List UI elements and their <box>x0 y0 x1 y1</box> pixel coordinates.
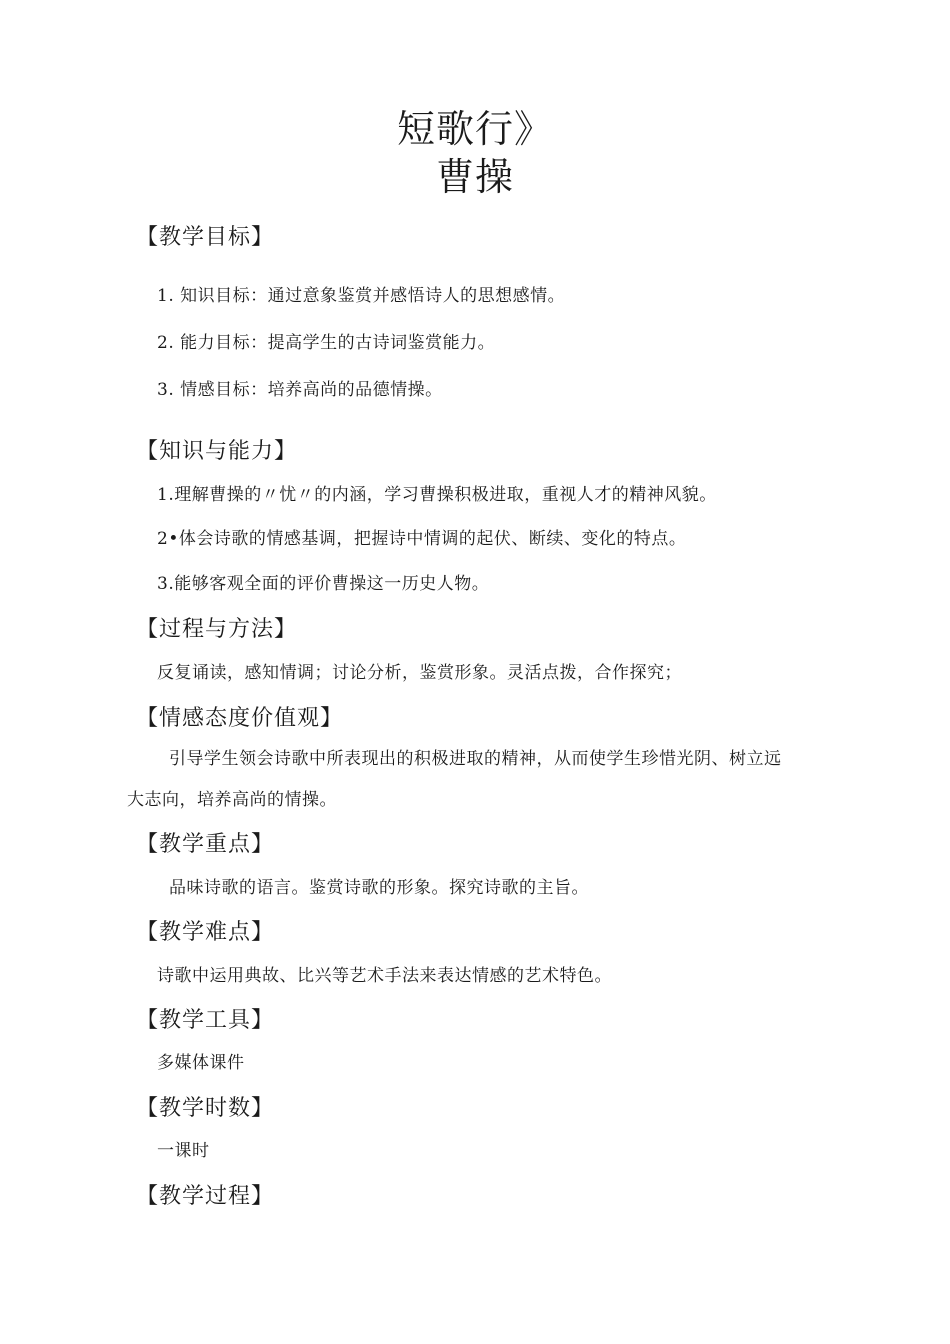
hours-text: 一课时 <box>157 1141 210 1161</box>
document-author: 曹操 <box>435 155 514 199</box>
goals-item-3: 3. 情感目标：培养高尚的品德情操。 <box>157 380 443 400</box>
goals-item-1: 1. 知识目标：通过意象鉴赏并感悟诗人的思想感情。 <box>157 286 566 306</box>
knowledge-item-2: 2•体会诗歌的情感基调，把握诗中情调的起伏、断续、变化的特点。 <box>157 529 687 549</box>
difficulty-heading: 【教学难点】 <box>136 920 275 945</box>
values-heading: 【情感态度价值观】 <box>136 706 344 731</box>
process-text: 反复诵读，感知情调；讨论分析，鉴赏形象。灵活点拨，合作探究； <box>157 663 682 683</box>
process-heading: 【过程与方法】 <box>136 617 298 642</box>
goals-heading: 【教学目标】 <box>136 225 275 250</box>
goals-item-2: 2. 能力目标：提高学生的古诗词鉴赏能力。 <box>157 333 496 353</box>
keypoint-text: 品味诗歌的语言。鉴赏诗歌的形象。探究诗歌的主旨。 <box>169 878 589 898</box>
keypoint-heading: 【教学重点】 <box>136 832 275 857</box>
values-text-line-1: 引导学生领会诗歌中所表现出的积极进取的精神，从而使学生珍惜光阴、树立远 <box>169 749 782 769</box>
knowledge-item-3: 3.能够客观全面的评价曹操这一历史人物。 <box>157 574 490 594</box>
procedure-heading: 【教学过程】 <box>136 1184 275 1209</box>
tools-text: 多媒体课件 <box>157 1053 245 1073</box>
knowledge-item-1: 1.理解曹操的〃忧〃的内涵，学习曹操积极进取，重视人才的精神风貌。 <box>157 485 717 505</box>
values-text-line-2: 大志向，培养高尚的情操。 <box>127 790 337 810</box>
knowledge-heading: 【知识与能力】 <box>136 439 298 464</box>
document-title: 短歌行》 <box>396 107 553 151</box>
tools-heading: 【教学工具】 <box>136 1008 275 1033</box>
hours-heading: 【教学时数】 <box>136 1096 275 1121</box>
difficulty-text: 诗歌中运用典故、比兴等艺术手法来表达情感的艺术特色。 <box>157 966 612 986</box>
